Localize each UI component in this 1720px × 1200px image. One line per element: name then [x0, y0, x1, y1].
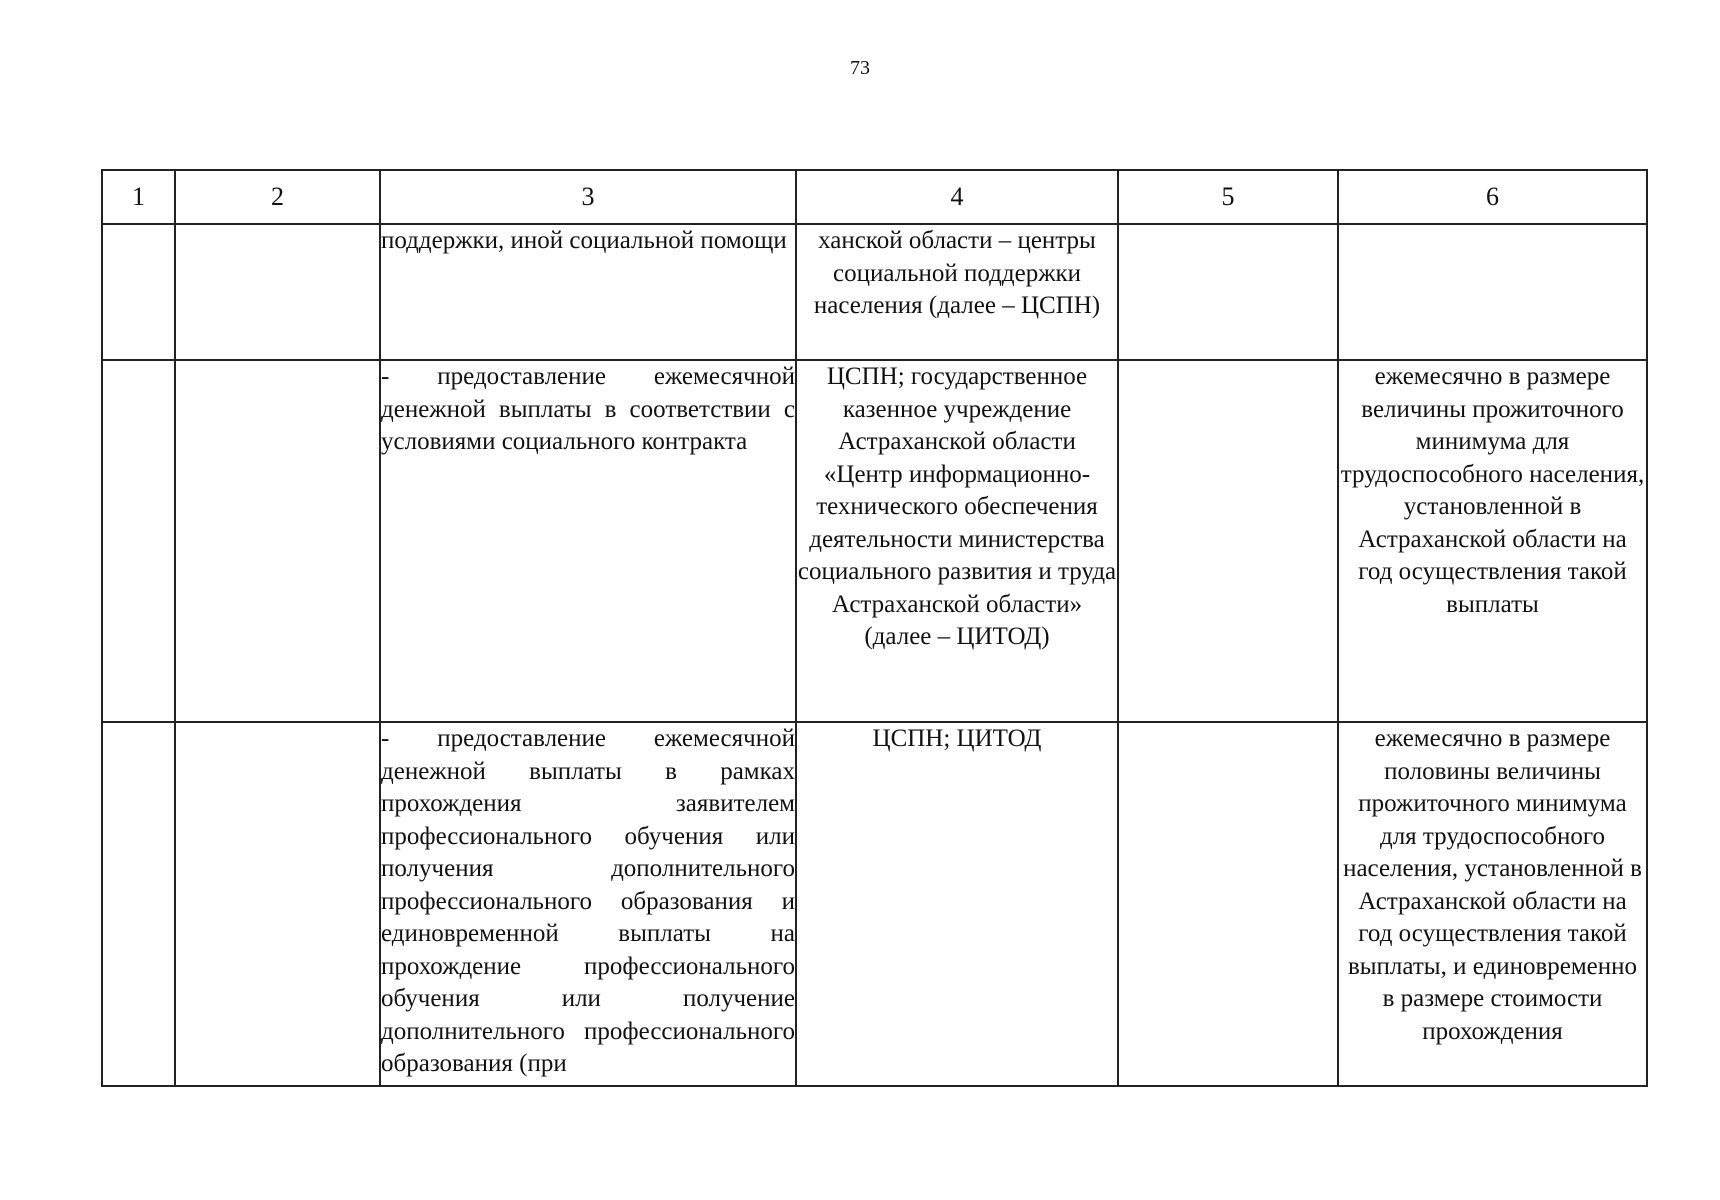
table-header-row — [102, 170, 1647, 224]
cell-measure-name — [175, 360, 380, 722]
cell-measure-name — [175, 224, 380, 360]
cell-amount: ежемесячно в размере величины прожиточного минимума для трудоспособного населения, установленной в Астраханской области на год осуществления такой выплаты — [1338, 360, 1647, 722]
cell-column-5 — [1118, 722, 1338, 1086]
cell-number — [102, 722, 175, 1086]
page-number: 73 — [850, 57, 870, 79]
cell-number — [102, 360, 175, 722]
column-header-2: 2 — [175, 170, 380, 224]
cell-amount: ежемесячно в размере половины величины прожиточного минимума для трудоспособного населения, установленной в Астраханской области на год осуществления такой выплаты, и единовременно в размере стоимости прохождения — [1338, 722, 1647, 1086]
cell-description: - предоставление ежемесячной денежной выплаты в рамках прохождения заявителем профессионального обучения или получения дополнительного профессионального образования и единовременной выплаты на прохождение профессионального обучения или получение дополнительного профессионального образования (при — [380, 722, 796, 1086]
cell-description: поддержки, иной социальной помощи — [380, 224, 796, 360]
cell-number — [102, 224, 175, 360]
cell-executor: ханской области – центры социальной поддержки населения (далее – ЦСПН) — [796, 224, 1118, 360]
table-row — [102, 360, 1647, 722]
column-header-1: 1 — [102, 170, 175, 224]
cell-executor: ЦСПН; ЦИТОД — [796, 722, 1118, 1086]
table-row — [102, 722, 1647, 1086]
column-header-3: 3 — [380, 170, 796, 224]
cell-description: - предоставление ежемесячной денежной выплаты в соответствии с условиями социального контракта — [380, 360, 796, 722]
column-header-6: 6 — [1338, 170, 1647, 224]
cell-executor: ЦСПН; государственное казенное учреждение Астраханской области «Центр информационно-технического обеспечения деятельности министерства социального развития и труда Астраханской области» (далее – ЦИТОД) — [796, 360, 1118, 722]
column-header-4: 4 — [796, 170, 1118, 224]
cell-measure-name — [175, 722, 380, 1086]
services-table — [101, 169, 1648, 1087]
cell-column-5 — [1118, 360, 1338, 722]
cell-column-5 — [1118, 224, 1338, 360]
cell-amount — [1338, 224, 1647, 360]
table-row — [102, 224, 1647, 360]
column-header-5: 5 — [1118, 170, 1338, 224]
